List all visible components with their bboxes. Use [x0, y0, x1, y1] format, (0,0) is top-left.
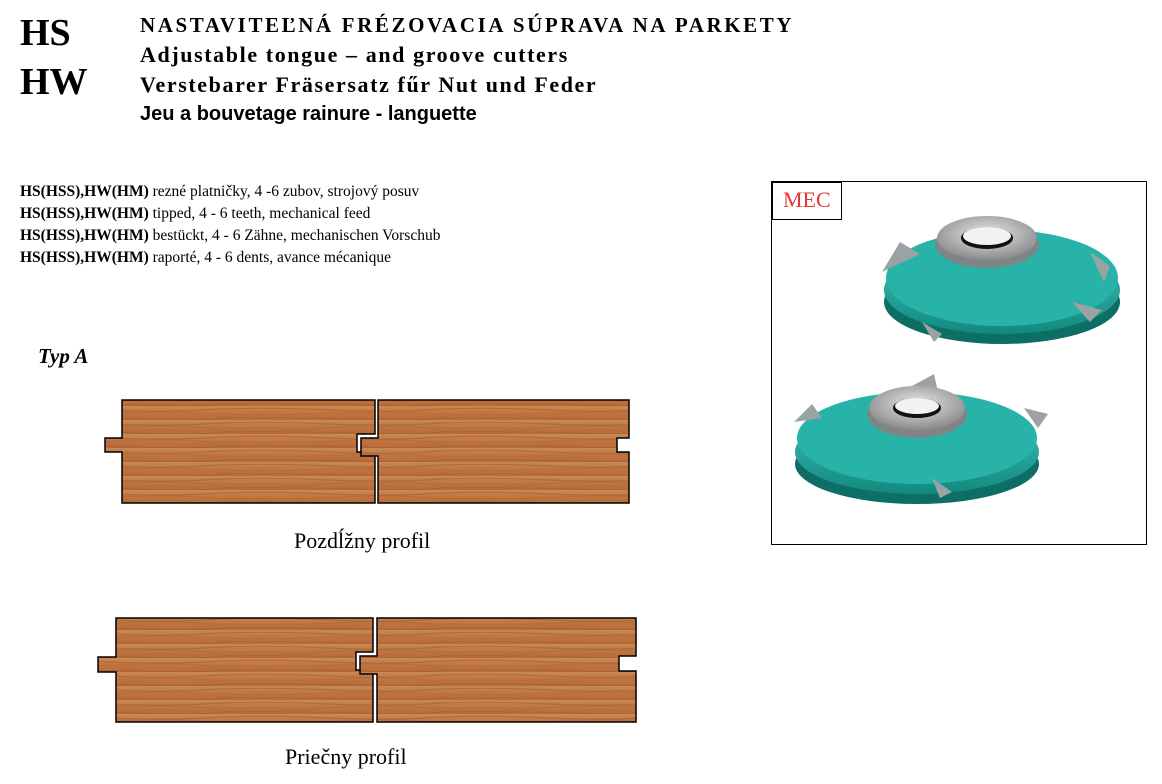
board-right: [361, 400, 629, 503]
product-photo-frame: [771, 181, 1147, 545]
cutter-upper-image: [882, 216, 1120, 344]
spec-code: HS(HSS),HW(HM): [20, 227, 149, 244]
spec-text: raporté, 4 - 6 dents, avance mécanique: [148, 249, 392, 266]
spec-text: bestückt, 4 - 6 Zähne, mechanischen Vorschub: [148, 227, 441, 244]
cutter-photo: [772, 182, 1146, 544]
spec-text: rezné platničky, 4 -6 zubov, strojový posuv: [148, 183, 420, 200]
longitudinal-profile-drawing: [105, 400, 629, 503]
caption-longitudinal: Pozdĺžny profil: [294, 528, 431, 553]
type-label: Typ A: [38, 344, 89, 368]
spec-code: HS(HSS),HW(HM): [20, 249, 149, 266]
spec-code: HS(HSS),HW(HM): [20, 205, 149, 222]
title-french: Jeu a bouvetage rainure - languette: [140, 103, 477, 125]
brand-label: MEC: [772, 182, 842, 220]
product-code-hs: HS: [20, 12, 71, 54]
spec-text: tipped, 4 - 6 teeth, mechanical feed: [148, 205, 371, 222]
caption-transverse: Priečny profil: [285, 744, 407, 769]
product-code-hw: HW: [20, 61, 88, 103]
title-german: Verstebarer Fräsersatz fűr Nut und Feder: [140, 72, 598, 97]
transverse-profile-drawing: [98, 618, 636, 722]
board-left: [105, 400, 375, 503]
title-english: Adjustable tongue – and groove cutters: [140, 42, 569, 67]
board-right: [360, 618, 636, 722]
spec-code: HS(HSS),HW(HM): [20, 183, 149, 200]
board-left: [98, 618, 373, 722]
title-slovak: NASTAVITEĽNÁ FRÉZOVACIA SÚPRAVA NA PARKETY: [140, 13, 795, 37]
cutter-lower-image: [794, 374, 1048, 504]
